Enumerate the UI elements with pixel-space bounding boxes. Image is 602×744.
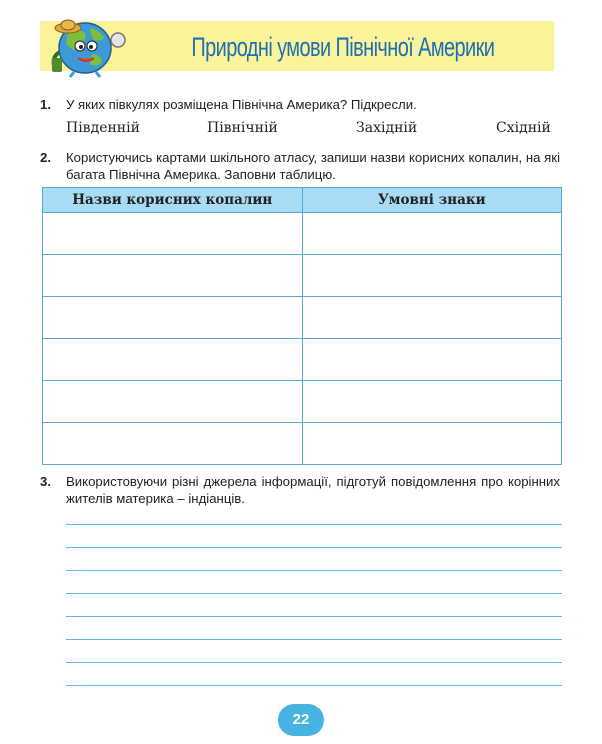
task-text: Використовуючи різні джерела інформації, підготуй повідомлення про корінних жителів материка – індіанців. xyxy=(66,474,560,506)
symbol-cell[interactable] xyxy=(302,381,562,423)
answer-line[interactable] xyxy=(66,547,562,548)
mineral-name-cell[interactable] xyxy=(43,297,303,339)
page-number-badge: 22 xyxy=(278,704,324,736)
task-number: 3. xyxy=(40,474,51,489)
page-title: Природні умови Північної Америки xyxy=(191,32,495,62)
answer-line[interactable] xyxy=(66,524,562,525)
table-row xyxy=(43,381,562,423)
table-row xyxy=(43,339,562,381)
task-text: Користуючись картами шкільного атласу, запиши назви корисних копалин, на які багата Північна Америка. Заповни таблицю. xyxy=(66,150,560,182)
symbol-cell[interactable] xyxy=(302,297,562,339)
task-number: 1. xyxy=(40,97,51,112)
task-text: У яких півкулях розміщена Північна Америка? Підкресли. xyxy=(66,97,417,112)
task-number: 2. xyxy=(40,150,51,165)
symbol-cell[interactable] xyxy=(302,423,562,465)
option-western[interactable]: Західній xyxy=(356,120,418,136)
mineral-name-cell[interactable] xyxy=(43,213,303,255)
mineral-name-cell[interactable] xyxy=(43,255,303,297)
globe-mascot-icon xyxy=(40,18,130,78)
column-header-symbols: Умовні знаки xyxy=(302,188,562,213)
column-header-minerals: Назви корисних копалин xyxy=(43,188,303,213)
answer-line[interactable] xyxy=(66,616,562,617)
answer-line[interactable] xyxy=(66,639,562,640)
option-southern[interactable]: Південній xyxy=(66,120,140,136)
answer-line[interactable] xyxy=(66,662,562,663)
mineral-name-cell[interactable] xyxy=(43,381,303,423)
table-row xyxy=(43,213,562,255)
table-row xyxy=(43,255,562,297)
minerals-table xyxy=(42,187,562,465)
answer-line[interactable] xyxy=(66,570,562,571)
answer-line[interactable] xyxy=(66,685,562,686)
table-header-row xyxy=(43,188,562,213)
hemisphere-options xyxy=(66,120,561,138)
mineral-name-cell[interactable] xyxy=(43,339,303,381)
symbol-cell[interactable] xyxy=(302,213,562,255)
option-northern[interactable]: Північній xyxy=(207,120,278,136)
mineral-name-cell[interactable] xyxy=(43,423,303,465)
symbol-cell[interactable] xyxy=(302,255,562,297)
table-row xyxy=(43,297,562,339)
table-row xyxy=(43,423,562,465)
option-eastern[interactable]: Східній xyxy=(496,120,551,136)
symbol-cell[interactable] xyxy=(302,339,562,381)
answer-line[interactable] xyxy=(66,593,562,594)
